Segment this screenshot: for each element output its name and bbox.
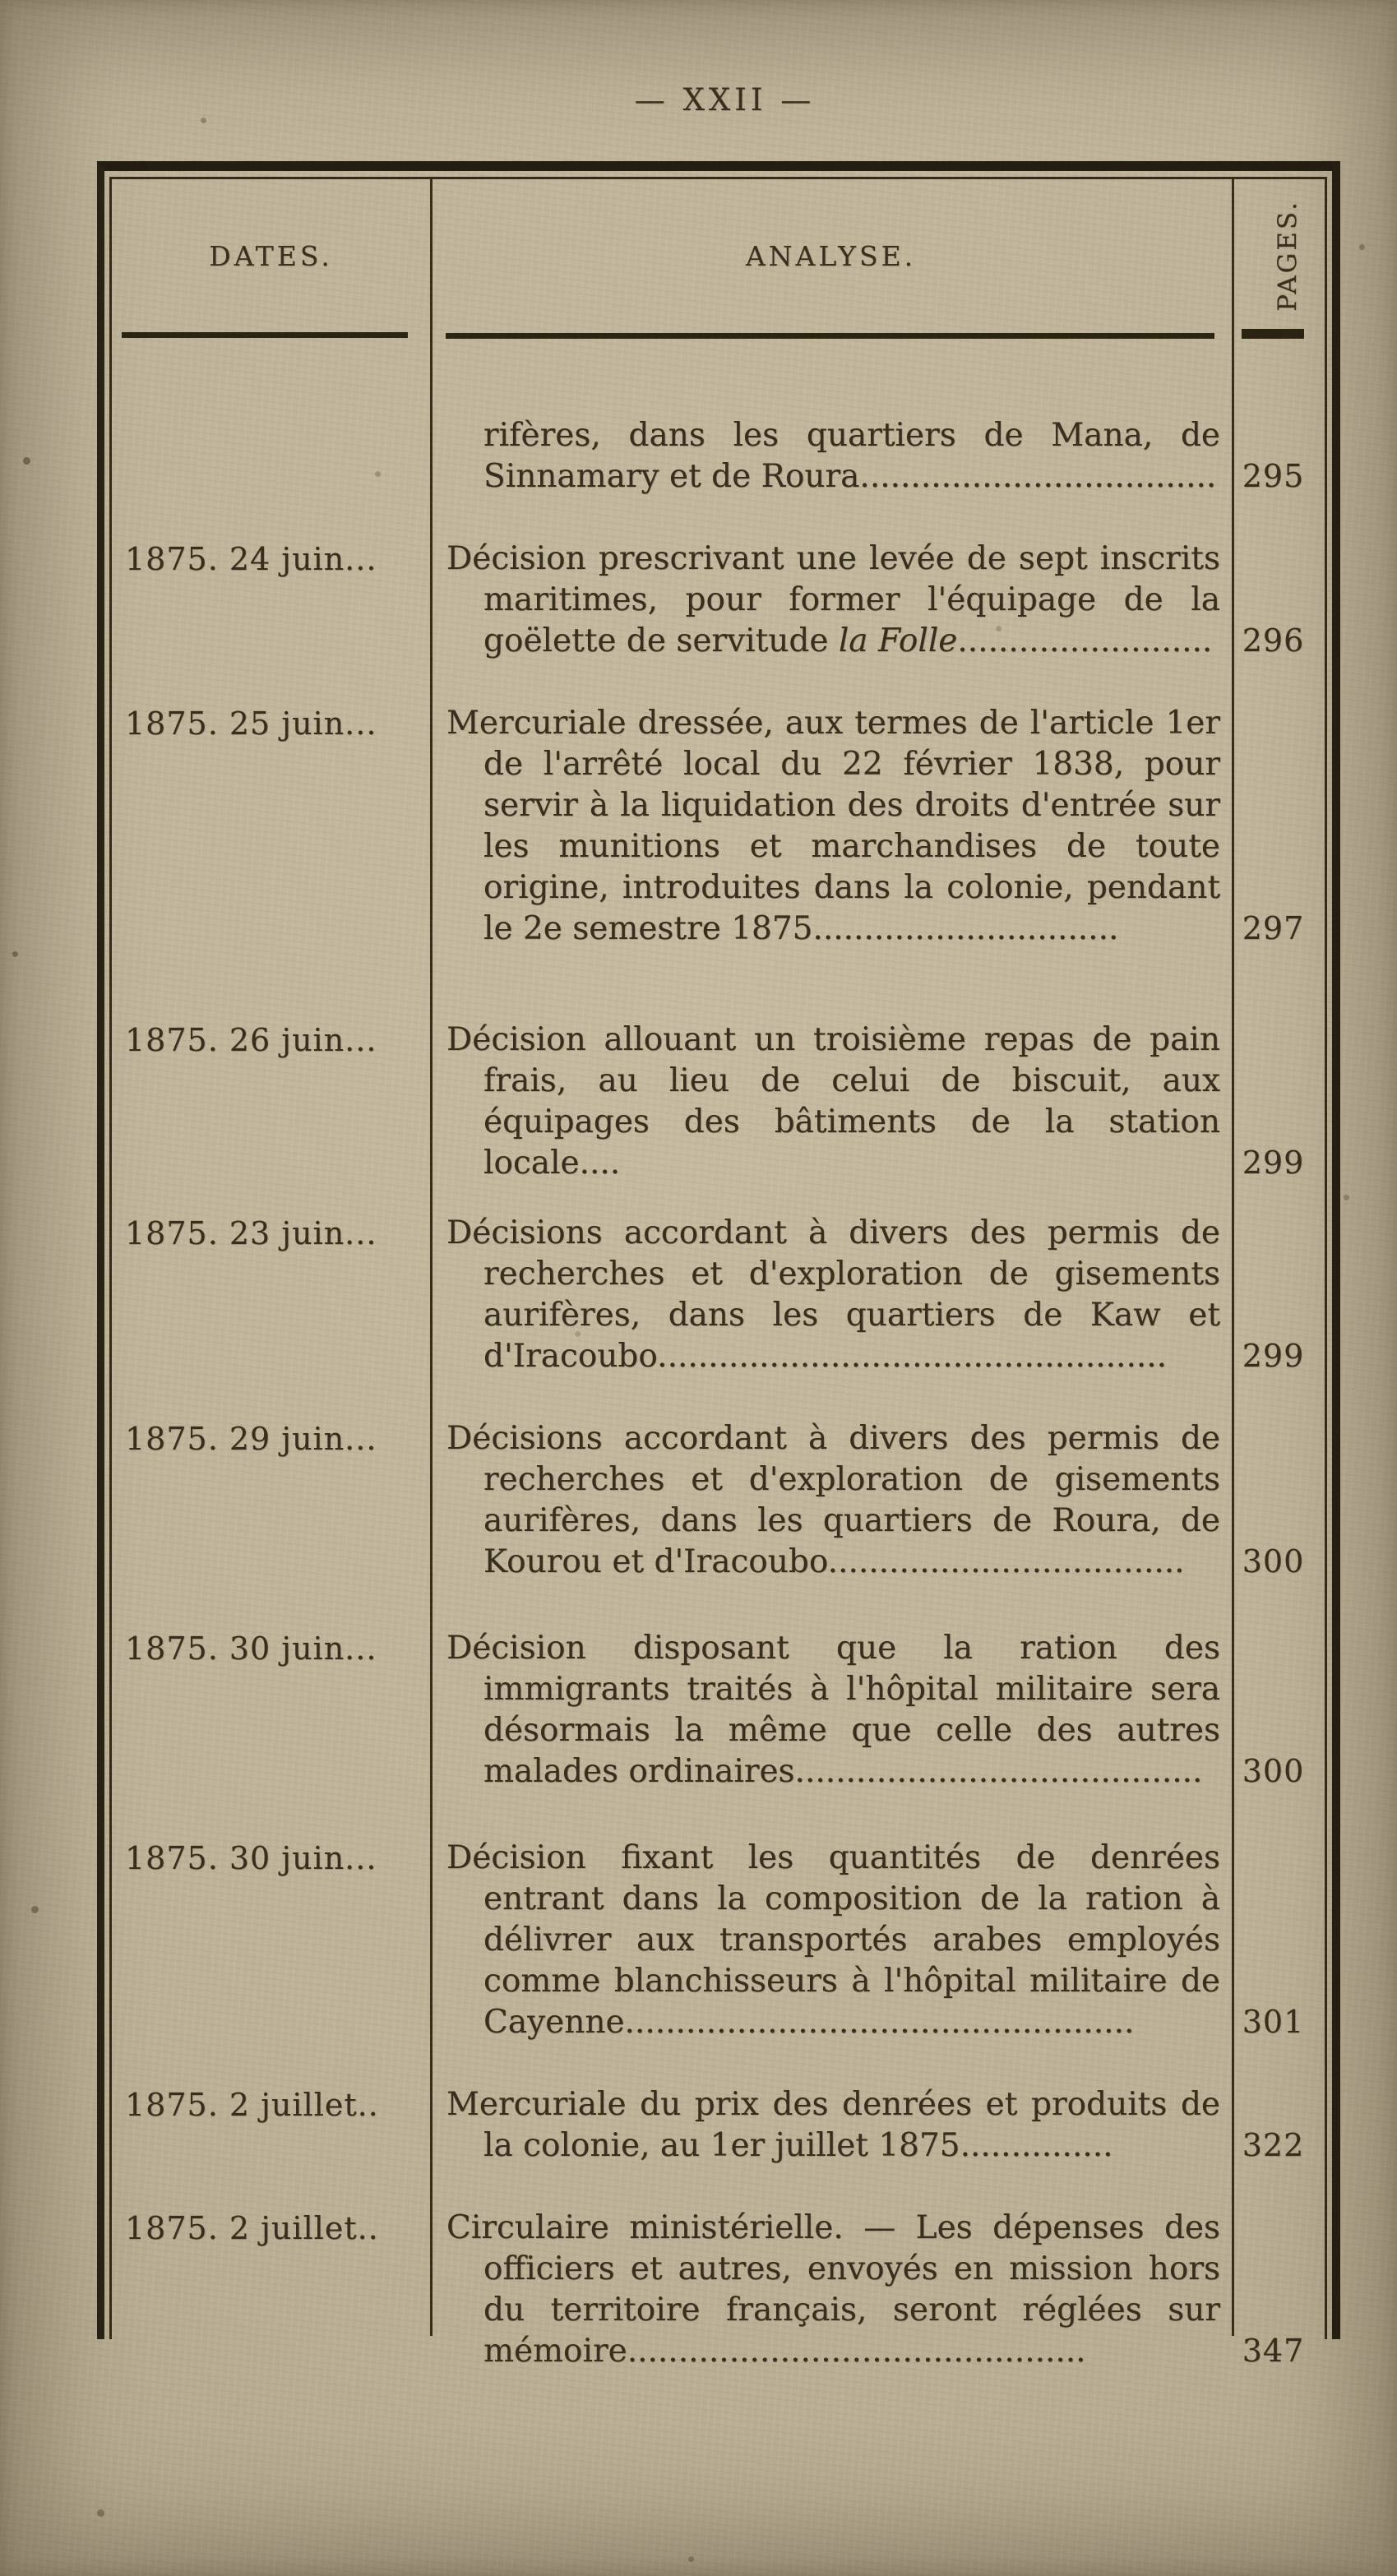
header-rule-pages [1242,329,1304,339]
vessel-name-italic: la Folle [838,622,958,659]
entry-date: 1875. 26 juin... [125,1022,377,1058]
entry-summary-text: Décision disposant que la ration des immigrants traités à l'hôpital militaire sera désormais la même que celle des autres malades ordinaires........................................ [446,1630,1220,1790]
toc-row [112,2208,1325,2372]
entry-summary [430,1628,1232,1792]
entry-date: 1875. 2 juillet.. [125,2210,379,2246]
entry-summary [430,1020,1232,1184]
entry-date: 1875. 30 juin... [125,1630,377,1667]
entry-page: 296 [1242,622,1305,659]
table-header-row [112,179,1325,332]
column-header-dates: DATES. [209,239,333,272]
entry-page: 300 [1242,1753,1305,1789]
entry-summary-text: Décisions accordant à divers des permis de recherches et d'exploration de gisements aurifères, dans les quartiers de Kaw et d'Iracoubo.................................................. [446,1214,1220,1375]
entry-summary [430,415,1232,497]
entry-summary [430,1418,1232,1583]
dot-leader: ......................... [957,622,1213,659]
table-inner-border [109,177,1327,2370]
toc-row [112,1418,1325,1583]
entry-date: 1875. 25 juin... [125,705,377,742]
toc-row [112,1020,1325,1184]
entry-page: 300 [1242,1543,1305,1579]
entry-page: 301 [1242,2004,1305,2040]
entry-page: 322 [1242,2127,1305,2163]
column-header-analyse: ANALYSE. [745,239,917,272]
toc-row [112,1628,1325,1792]
entry-summary [430,2084,1232,2167]
entry-page: 295 [1242,458,1305,494]
contents-table [97,161,1340,2370]
entry-summary [430,539,1232,662]
column-header-pages-label: PAGES. [1272,200,1302,312]
toc-row [112,1213,1325,1377]
toc-row [112,415,1325,497]
entry-summary [430,2208,1232,2372]
entry-summary-text: Circulaire ministérielle. — Les dépenses des officiers et autres, envoyés en mission hors du territoire français, seront réglées sur mémoire............................................. [446,2209,1220,2370]
entry-summary-text: rifères, dans les quartiers de Mana, de Sinnamary et de Roura................................... [483,417,1220,495]
entry-summary [430,1213,1232,1377]
toc-row [112,1838,1325,2043]
entry-page: 299 [1242,1338,1305,1374]
toc-row [112,539,1325,662]
entry-date: 1875. 24 juin... [125,541,377,577]
entry-page: 297 [1242,910,1305,946]
column-header-pages [1232,179,1344,332]
entry-summary-text: Mercuriale du prix des denrées et produits de la colonie, au 1er juillet 1875............... [446,2086,1220,2164]
entry-summary-text: Décisions accordant à divers des permis de recherches et d'exploration de gisements aurifères, dans les quartiers de Roura, de Kourou et d'Iracoubo................................... [446,1420,1220,1580]
toc-row [112,2084,1325,2167]
toc-row [112,703,1325,950]
toc-rows [112,415,1325,2372]
header-rule-analyse [446,333,1214,339]
entry-summary-text: Décision allouant un troisième repas de pain frais, au lieu de celui de biscuit, aux équipages des bâtiments de la station locale.... [446,1021,1220,1182]
entry-summary [430,1838,1232,2043]
entry-summary-text: Mercuriale dressée, aux termes de l'article 1er de l'arrêté local du 22 février 1838, pour servir à la liquidation des droits d'entrée sur les munitions et marchandises de toute origine, introduites dans la colonie, pendant le 2e semestre 1875.............................. [446,705,1220,947]
entry-page: 347 [1242,2333,1305,2369]
entry-date: 1875. 29 juin... [125,1421,377,1457]
entry-summary-text: Décision prescrivant une levée de sept inscrits maritimes, pour former l'équipage de la goëlette de servitude [446,540,1220,659]
entry-summary-text: Décision fixant les quantités de denrées entrant dans la composition de la ration à délivrer aux transportés arabes employés comme blanchisseurs à l'hôpital militaire de Cayenne.................................................. [446,1839,1220,2041]
entry-date: 1875. 30 juin... [125,1840,377,1876]
entry-date: 1875. 2 juillet.. [125,2087,379,2123]
entry-page: 299 [1242,1145,1305,1181]
paper-specks [0,0,4,4]
header-rule-dates [122,332,408,338]
entry-summary [430,703,1232,950]
page-number-heading: — XXII — [634,82,816,118]
entry-date: 1875. 23 juin... [125,1215,377,1251]
